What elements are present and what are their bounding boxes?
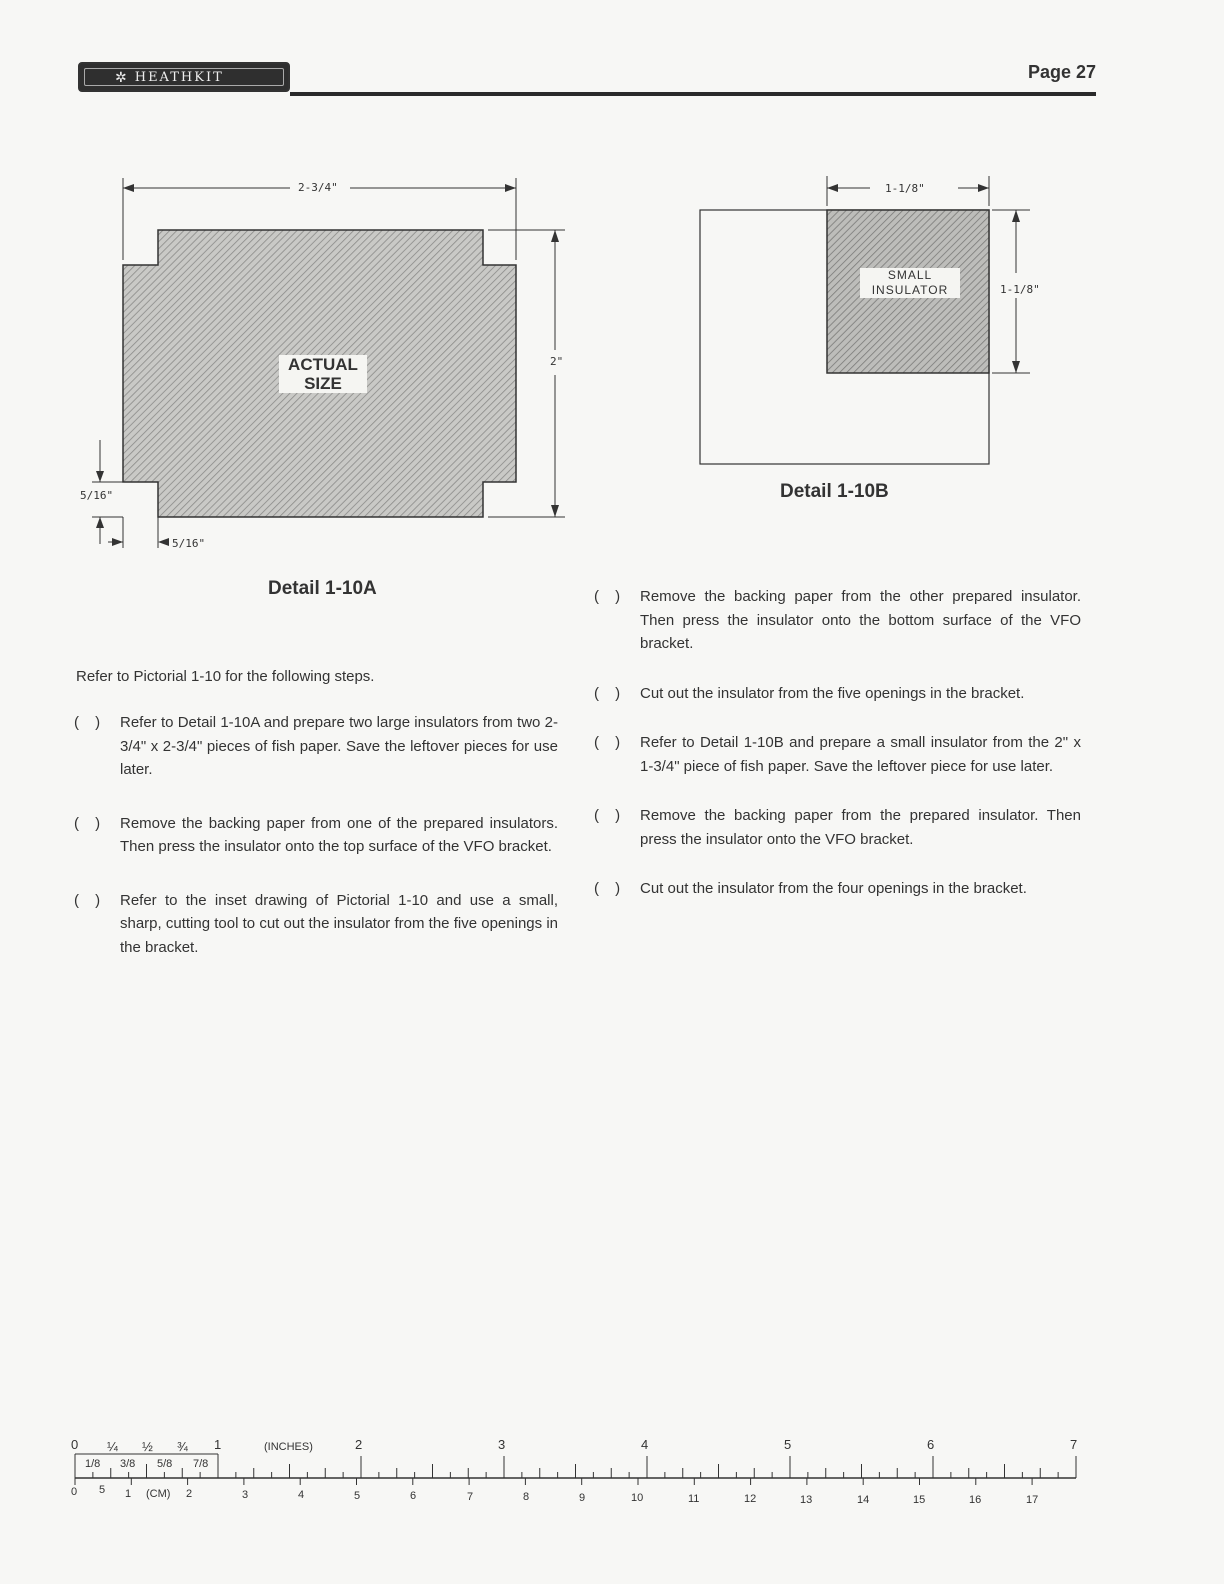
right-step-2 — [594, 682, 1081, 706]
ruler-ticks — [0, 1430, 1224, 1510]
right-step-4 — [594, 804, 1081, 851]
cm-label: 5 — [99, 1484, 106, 1496]
checkbox[interactable]: ( ) — [594, 734, 627, 751]
small-insulator-line1: SMALL — [887, 268, 933, 282]
inch-label-three-quarter: ¾ — [177, 1439, 188, 1454]
dim-b-height-label: 1-1/8" — [1000, 283, 1040, 296]
fraction-label: 1/8 — [85, 1458, 101, 1470]
measurement-ruler — [0, 1430, 1224, 1510]
cm-label: 12 — [744, 1493, 757, 1505]
logo-text: HEATHKIT — [134, 69, 224, 85]
actual-size-label — [279, 355, 367, 393]
inch-label-4: 4 — [641, 1437, 649, 1452]
detail-1-10a-caption: Detail 1-10A — [268, 578, 377, 599]
detail-1-10b-figure — [690, 168, 1060, 473]
cm-label: 6 — [410, 1490, 417, 1502]
inch-label-5: 5 — [784, 1437, 792, 1452]
fraction-label: 7/8 — [193, 1458, 209, 1470]
cm-label: 11 — [688, 1493, 700, 1505]
atom-icon: ✲ — [115, 68, 127, 85]
actual-size-line2: SIZE — [304, 374, 342, 393]
inch-label-1: 1 — [214, 1437, 222, 1452]
fraction-label: 3/8 — [120, 1458, 136, 1470]
inch-label-quarter: ¼ — [107, 1439, 118, 1454]
checkbox[interactable]: ( ) — [594, 588, 627, 605]
checkbox[interactable]: ( ) — [594, 807, 627, 824]
small-insulator-label — [860, 268, 960, 298]
checkbox[interactable]: ( ) — [74, 814, 107, 832]
inch-label-2: 2 — [355, 1437, 363, 1452]
step-text: Refer to the inset drawing of Pictorial 1-10 and use a small, sharp, cutting tool to cut out the insulator from the five openings in the bracket. — [120, 891, 558, 956]
left-step-list — [74, 711, 558, 959]
step-text: Remove the backing paper from one of the prepared insulators. Then press the insulator onto the top surface of the VFO bracket. — [120, 814, 558, 855]
right-step-1 — [594, 585, 1081, 656]
fraction-label: 5/8 — [157, 1458, 173, 1470]
inch-label-0: 0 — [71, 1437, 79, 1452]
cm-label: 10 — [631, 1492, 644, 1504]
heathkit-logo — [78, 62, 290, 92]
inches-caption: (INCHES) — [264, 1441, 313, 1453]
cm-label: 14 — [857, 1494, 870, 1506]
left-step-1 — [74, 711, 558, 782]
right-step-3 — [594, 731, 1081, 778]
intro-paragraph: Refer to Pictorial 1-10 for the following steps. — [76, 668, 375, 685]
inch-label-6: 6 — [927, 1437, 935, 1452]
step-text: Refer to Detail 1-10B and prepare a small insulator from the 2" x 1-3/4" piece of fish paper. Save the leftover piece for use later. — [640, 734, 1081, 775]
inch-label-half: ½ — [142, 1439, 153, 1454]
cm-label: 13 — [800, 1494, 813, 1506]
checkbox[interactable]: ( ) — [74, 714, 107, 731]
cm-label: 16 — [969, 1494, 982, 1506]
dim-notch-vertical-label: 5/16" — [80, 489, 114, 502]
page-number: Page 27 — [1027, 62, 1096, 82]
cm-caption: (CM) — [146, 1488, 171, 1500]
step-text: Cut out the insulator from the five openings in the bracket. — [640, 684, 1025, 702]
left-step-2 — [74, 812, 558, 859]
detail-1-10b-caption: Detail 1-10B — [780, 481, 889, 502]
actual-size-line1: ACTUAL — [288, 355, 358, 374]
step-text: Remove the backing paper from the other prepared insulator. Then press the insulator onto the bottom surface of the VFO bracket. — [640, 588, 1081, 652]
cm-label: 15 — [913, 1494, 926, 1506]
inch-label-3: 3 — [498, 1437, 506, 1452]
cm-label: 8 — [523, 1491, 530, 1503]
header-rule — [290, 92, 1096, 96]
cm-label: 3 — [242, 1489, 249, 1501]
dim-width-label: 2-3/4" — [298, 181, 338, 194]
cm-label: 7 — [467, 1491, 474, 1503]
checkbox[interactable]: ( ) — [74, 891, 107, 909]
checkbox[interactable]: ( ) — [594, 880, 627, 897]
dim-height-label: 2" — [550, 355, 564, 368]
cm-label: 2 — [186, 1488, 193, 1500]
cm-label: 1 — [125, 1488, 132, 1500]
inch-label-7: 7 — [1070, 1437, 1078, 1452]
step-text: Remove the backing paper from the prepared insulator. Then press the insulator onto the VFO bracket. — [640, 807, 1081, 848]
dim-notch-horizontal-label: 5/16" — [172, 537, 206, 550]
small-insulator-line2: INSULATOR — [871, 283, 949, 297]
checkbox[interactable]: ( ) — [594, 684, 627, 702]
cm-label: 17 — [1026, 1494, 1039, 1506]
right-step-5 — [594, 877, 1081, 901]
right-step-list — [594, 585, 1081, 901]
cm-label: 9 — [579, 1492, 586, 1504]
step-text: Cut out the insulator from the four openings in the bracket. — [640, 880, 1027, 897]
step-text: Refer to Detail 1-10A and prepare two large insulators from two 2-3/4" x 2-3/4" pieces of fish paper. Save the leftover pieces for use later. — [120, 714, 558, 778]
inch-ticks — [75, 1456, 1076, 1485]
dim-b-width-label: 1-1/8" — [885, 182, 925, 195]
cm-label: 5 — [354, 1490, 361, 1502]
left-step-3 — [74, 889, 558, 960]
cm-label: 0 — [71, 1486, 78, 1498]
cm-label: 4 — [298, 1489, 305, 1501]
